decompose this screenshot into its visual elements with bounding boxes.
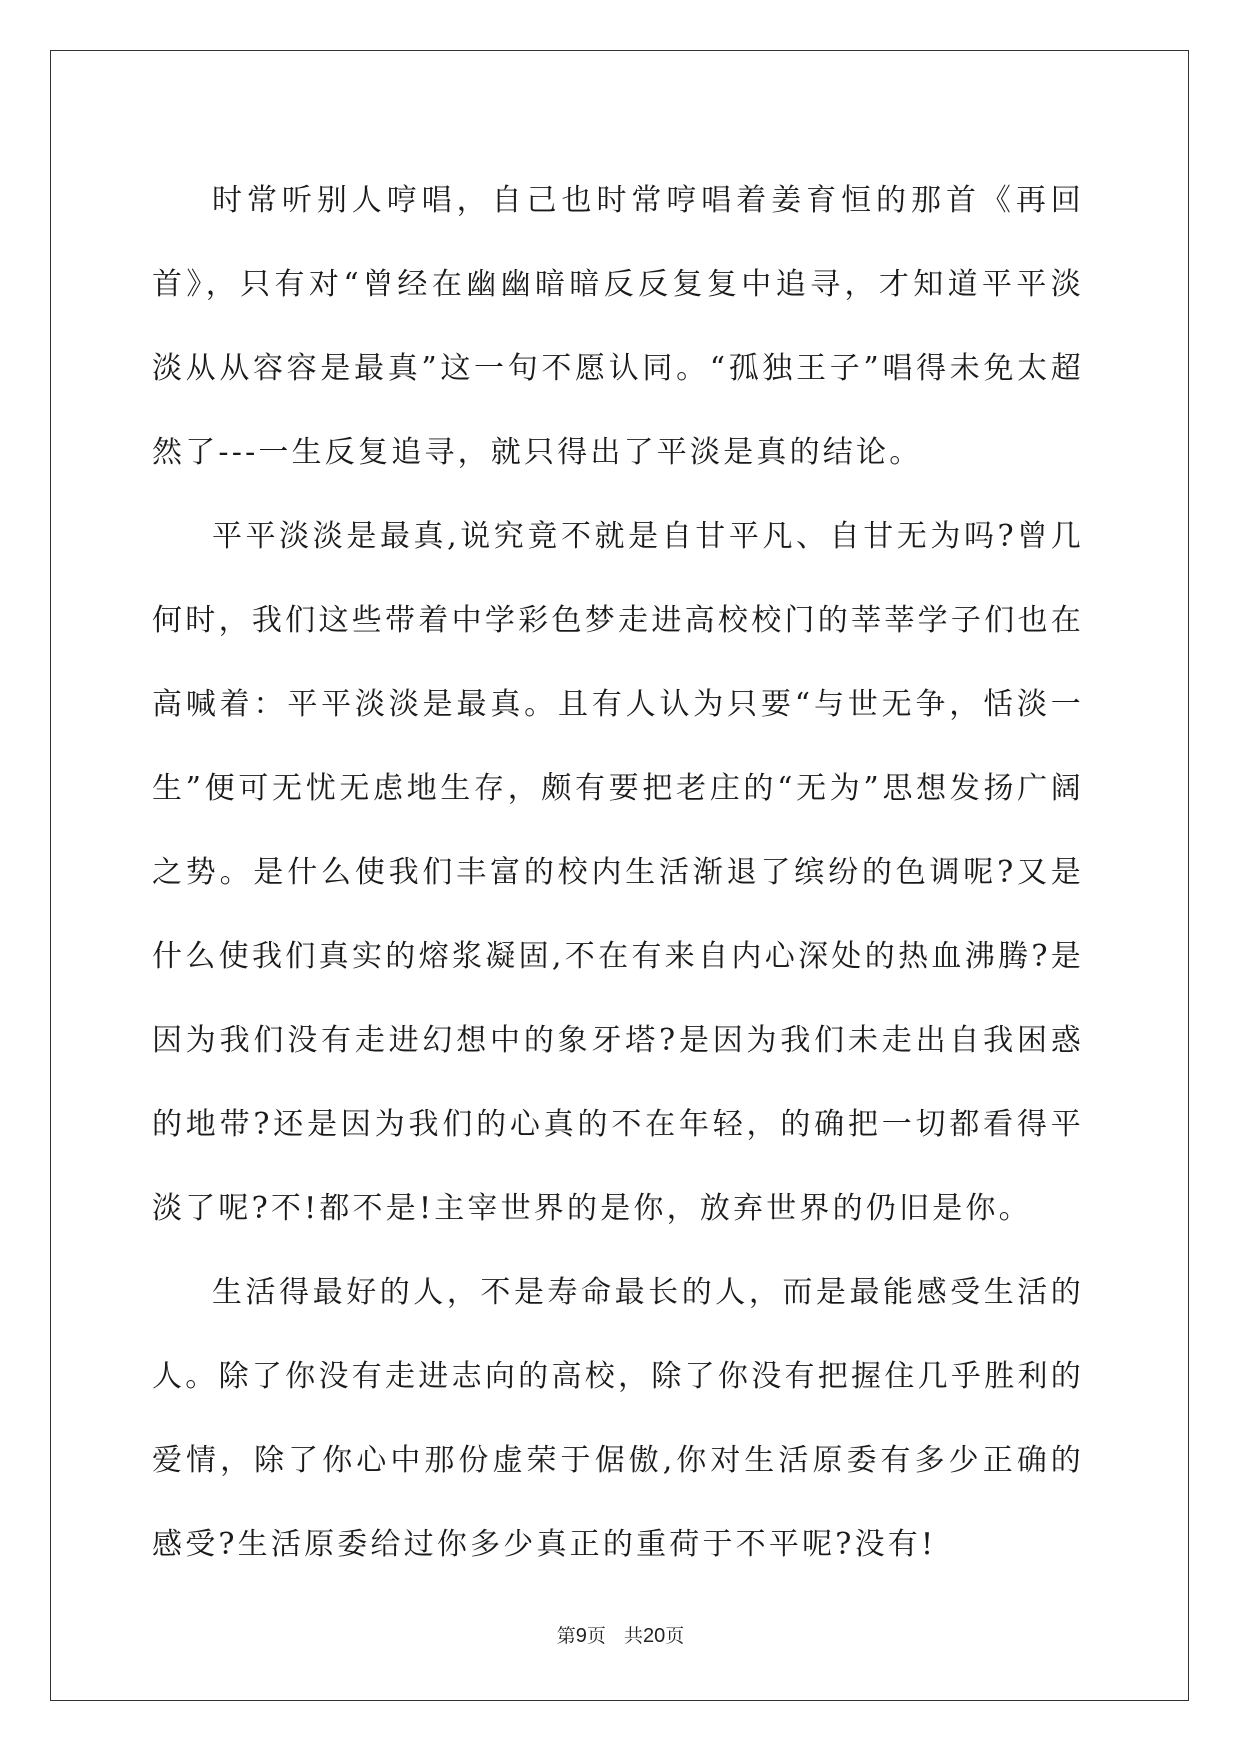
page-suffix: 页 xyxy=(586,1625,606,1647)
total-pages: 20 xyxy=(642,1625,666,1647)
page-footer xyxy=(0,1621,1241,1648)
paragraph-3: 生活得最好的人，不是寿命最长的人，而是最能感受生活的人。除了你没有走进志向的高校，除了你没有把握住几乎胜利的爱情，除了你心中那份虚荣于倨傲,你对生活原委有多少正确的感受?生活原委给过你多少真正的重荷于不平呢?没有! xyxy=(152,1275,1084,1562)
page-number: 9 xyxy=(575,1625,587,1647)
total-suffix: 页 xyxy=(665,1625,685,1647)
document-body xyxy=(152,159,1084,1587)
page-prefix: 第 xyxy=(556,1625,576,1647)
paragraph-1: 时常听别人哼唱，自己也时常哼唱着姜育恒的那首《再回首》，只有对“曾经在幽幽暗暗反反复复中追寻，才知道平平淡淡从从容容是最真”这一句不愿认同。“孤独王子”唱得未免太超然了---一生反复追寻，就只得出了平淡是真的结论。 xyxy=(152,183,1084,470)
paragraph-2: 平平淡淡是最真,说究竟不就是自甘平凡、自甘无为吗?曾几何时，我们这些带着中学彩色梦走进高校校门的莘莘学子们也在高喊着：平平淡淡是最真。且有人认为只要“与世无争，恬淡一生”便可无忧无虑地生存，颇有要把老庄的“无为”思想发扬广阔之势。是什么使我们丰富的校内生活渐退了缤纷的色调呢?又是什么使我们真实的熔浆凝固,不在有来自内心深处的热血沸腾?是因为我们没有走进幻想中的象牙塔?是因为我们未走出自我困惑的地带?还是因为我们的心真的不在年轻，的确把一切都看得平淡了呢?不!都不是!主宰世界的是你，放弃世界的仍旧是你。 xyxy=(152,519,1084,1226)
total-prefix: 共 xyxy=(623,1625,643,1647)
